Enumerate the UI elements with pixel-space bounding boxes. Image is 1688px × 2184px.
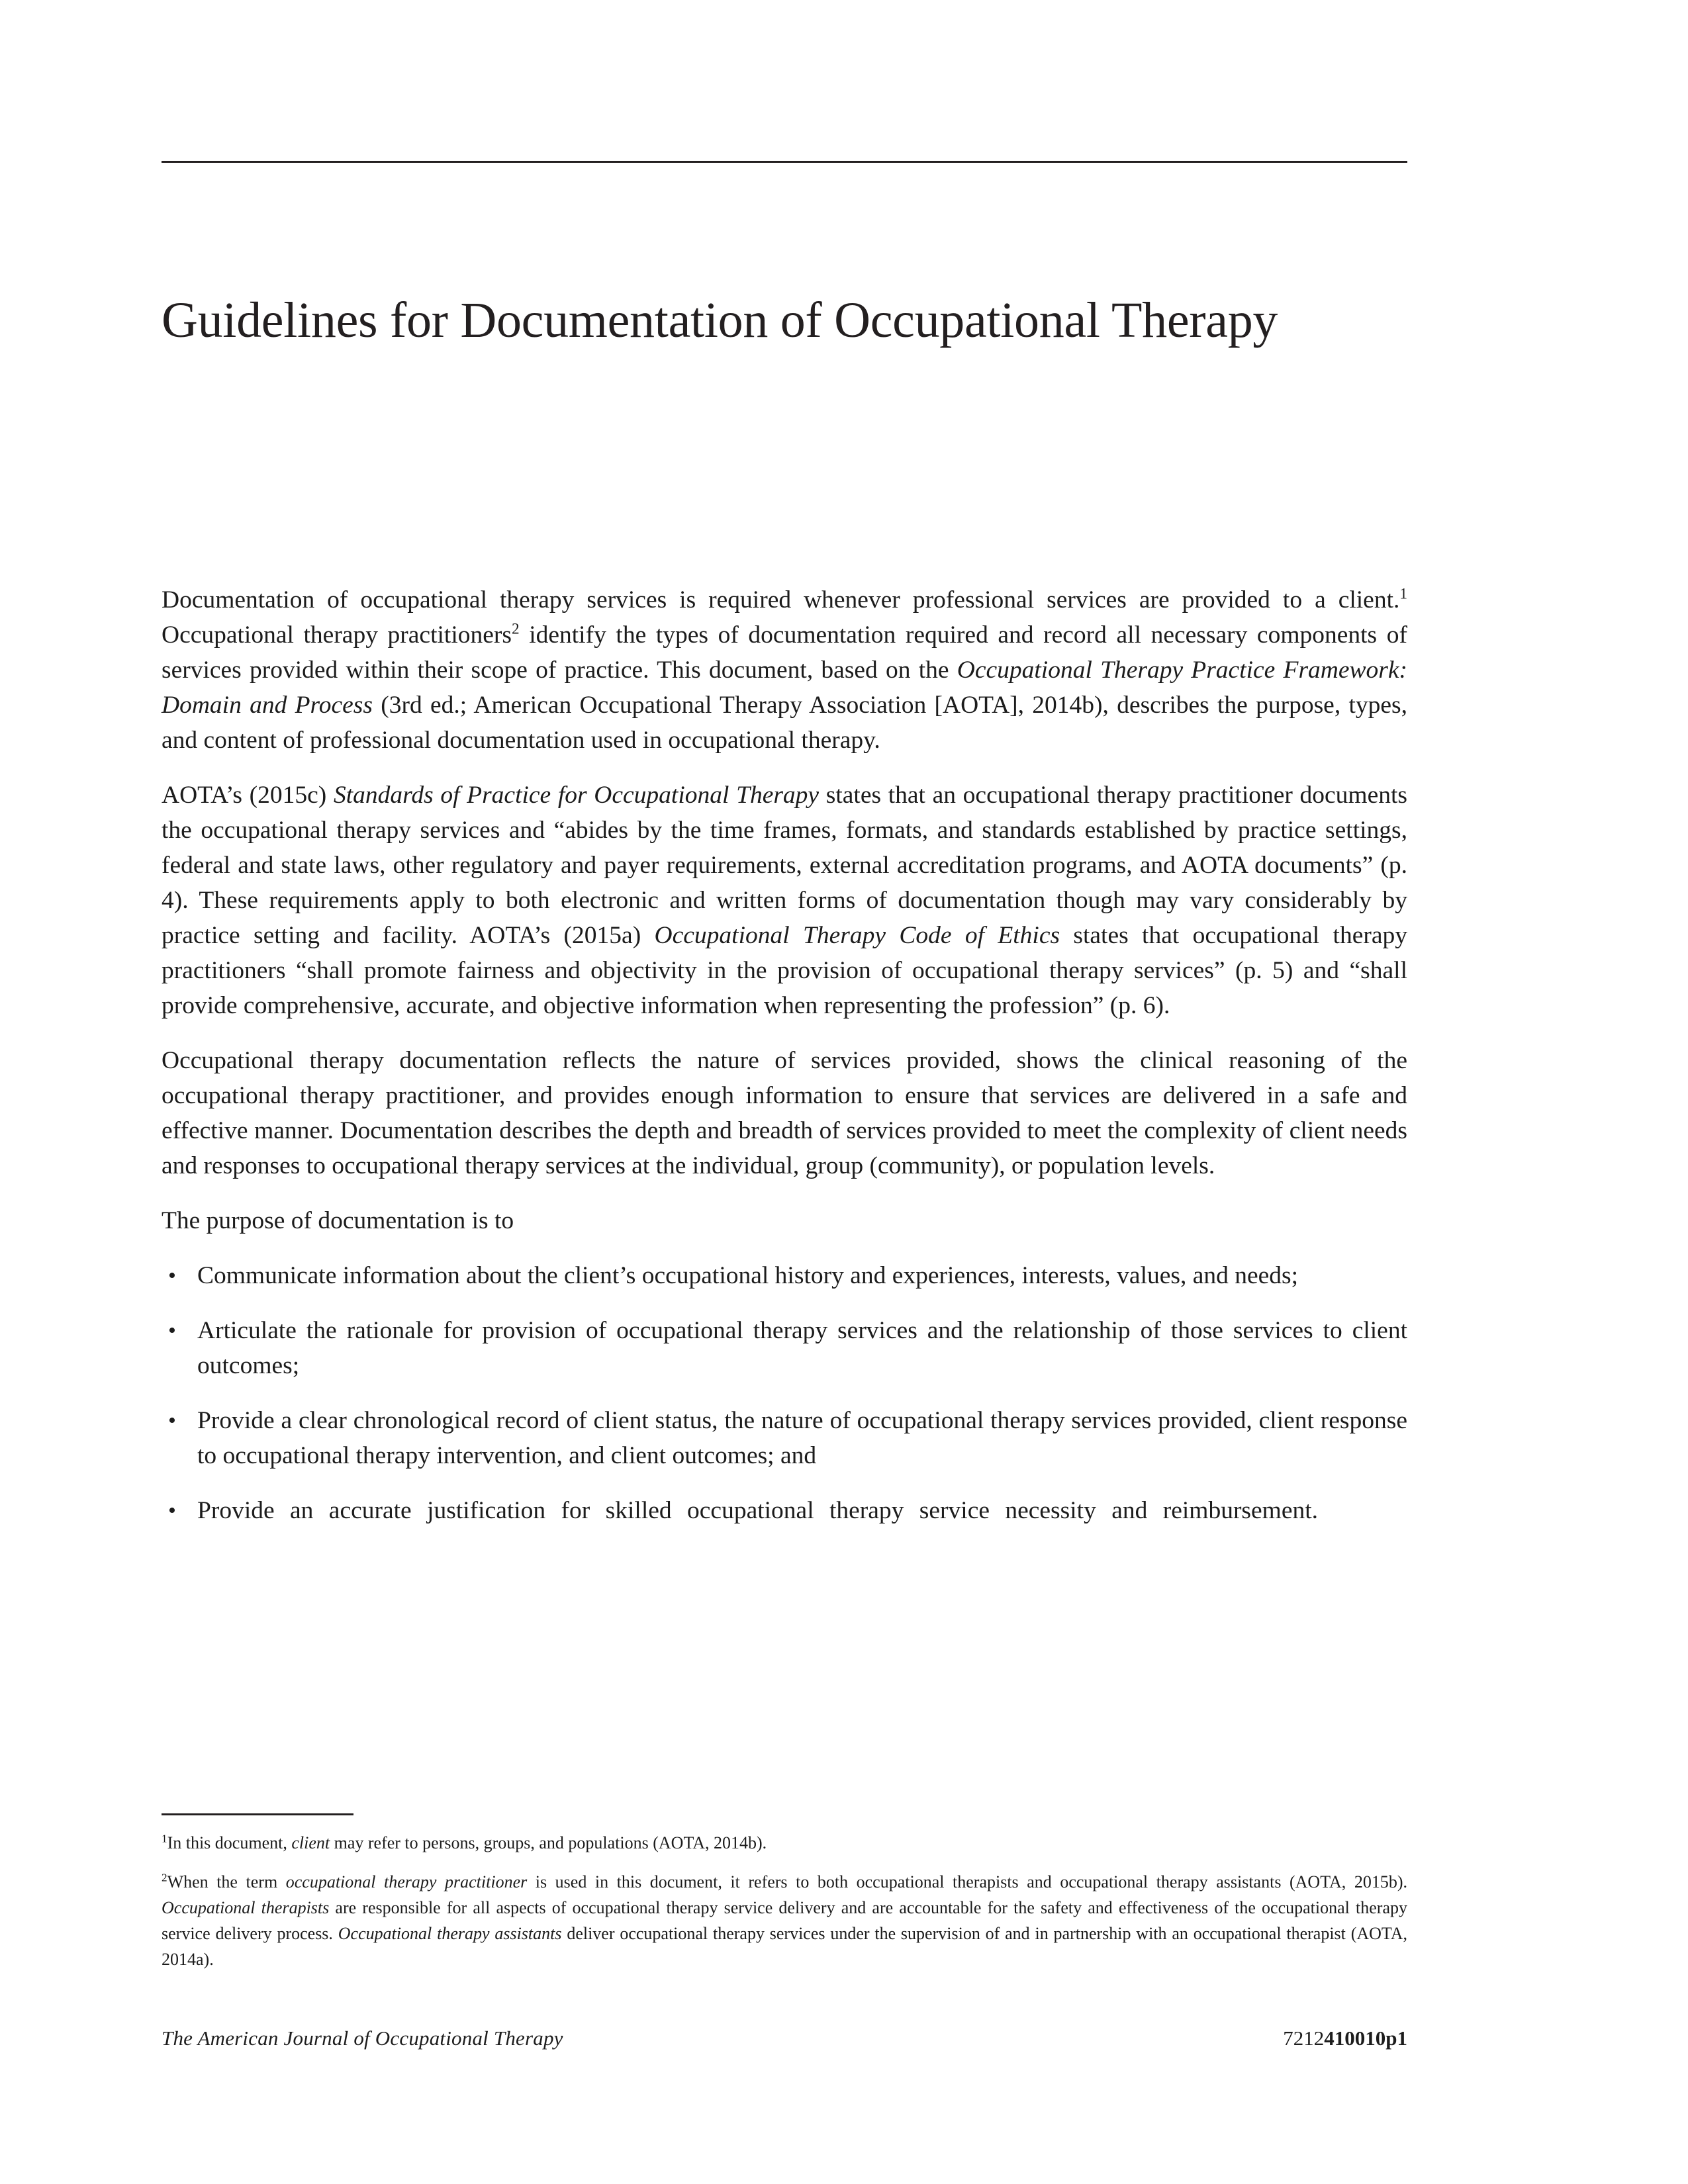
paragraph-standards: AOTA’s (2015c) Standards of Practice for Occupational Therapy states that an occupational therapy practitioner documents the occupational therapy services and “abides by the time frames, formats, and standards established by practice settings, federal and state laws, other regulatory and payer requirements, external accreditation programs, and AOTA documents” (p. 4). These requirements apply to both electronic and written forms of documentation though may vary considerably by practice setting and facility. AOTA’s (2015a) Occupational Therapy Code of Ethics states that occupational therapy practitioners “shall promote fairness and objectivity in the provision of occupational therapy services” (p. 5) and “shall provide comprehensive, accurate, and objective information when representing the profession” (p. 6). (162, 782, 1408, 1019)
paragraph-intro: Documentation of occupational therapy services is required whenever professional services are provided to a client.$^1$ Occupational therapy practitioners$^2$ identify the types of documentation required and record all necessary components of services provided within their scope of practice. This document, based on the Occupational Therapy Practice Framework: Domain and Process (3rd ed.; American Occupational Therapy Association [AOTA], 2014b), describes the purpose, types, and content of professional documentation used in occupational therapy. (162, 585, 1407, 754)
list-item: • Provide a clear chronological record of client status, the nature of occupational therapy services provided, client response to occupational therapy intervention, and client outcomes; and (162, 1403, 1407, 1473)
footnote-1: $^1$In this document, client may refer to persons, groups, and populations (AOTA, 2014b). (162, 1832, 767, 1852)
purpose-lead: The purpose of documentation is to (162, 1207, 514, 1234)
purpose-list (162, 1258, 1407, 1528)
italic-run: Occupational Therapy Practice Framework: Domain and Process (162, 657, 1407, 719)
footnote-marker: 1 (1399, 585, 1407, 603)
list-item: • Articulate the rationale for provision of occupational therapy services and the relationship of those services to client outcomes; (162, 1313, 1407, 1383)
body-content (162, 582, 1407, 1528)
footnote-marker: 2 (511, 620, 520, 638)
journal-name: The American Journal of Occupational Therapy (162, 2026, 563, 2050)
italic-run: Occupational Therapy Code of Ethics (654, 922, 1060, 949)
page-footer (162, 2026, 1407, 2050)
list-item-text: • Provide an accurate justification for skilled occupational therapy service necessity and reimbursement. (197, 1497, 1319, 1524)
footnote-number: 2 (162, 1871, 167, 1884)
page-id-prefix: 7212 (1283, 2026, 1325, 2050)
italic-run: client (291, 1833, 330, 1852)
header-rule (162, 161, 1407, 163)
list-item (162, 1493, 1407, 1528)
italic-run: occupational therapy practitioner (285, 1872, 528, 1891)
footnote-number: 1 (162, 1832, 167, 1845)
page-identifier (1283, 2026, 1407, 2050)
italic-run: Occupational therapy assistants (338, 1924, 562, 1943)
title-block (162, 291, 1419, 349)
italic-run: Occupational therapists (162, 1898, 330, 1917)
page-title: Guidelines for Documentation of Occupational Therapy (162, 293, 1278, 348)
footnote-separator-rule (162, 1813, 353, 1815)
list-item: • Communicate information about the client’s occupational history and experiences, interests, values, and needs; (162, 1258, 1407, 1293)
footnotes-section (162, 1813, 1407, 1972)
footnote-2: $^2$When the term occupational therapy practitioner is used in this document, it refers to both occupational therapists and occupational therapy assistants (AOTA, 2015b). Occupational therapists are responsible for all aspects of occupational therapy service delivery and are accountable for the safety and effectiveness of the occupational therapy service delivery process. Occupational therapy assistants deliver occupational therapy services under the supervision of and in partnership with an occupational therapist (AOTA, 2014a). (162, 1871, 1408, 1969)
italic-run: Standards of Practice for Occupational Therapy (333, 782, 820, 809)
paragraph-reflects: Occupational therapy documentation reflects the nature of services provided, shows the clinical reasoning of the occupational therapy practitioner, and provides enough information to ensure that services are delivered in a safe and effective manner. Documentation describes the depth and breadth of services provided to meet the complexity of client needs and responses to occupational therapy services at the individual, group (community), or population levels. (162, 1047, 1407, 1179)
page-id-suffix: 410010p1 (1324, 2026, 1407, 2050)
